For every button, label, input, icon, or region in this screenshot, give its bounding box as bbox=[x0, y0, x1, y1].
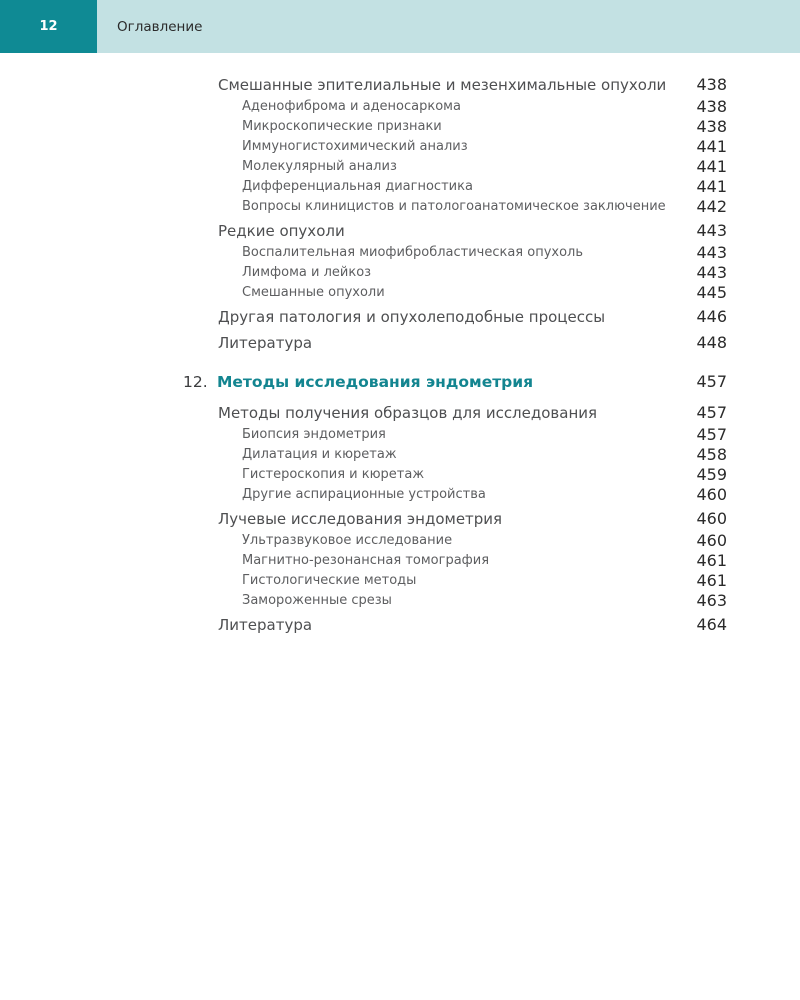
toc-entry-page: 443 bbox=[696, 243, 727, 262]
toc-subentry[interactable] bbox=[0, 465, 800, 485]
page-number: 12 bbox=[0, 0, 97, 53]
toc-entry-label: Дифференциальная диагностика bbox=[242, 179, 473, 194]
toc-subentry[interactable] bbox=[0, 531, 800, 551]
toc-subentry[interactable] bbox=[0, 243, 800, 263]
toc-entry[interactable] bbox=[0, 307, 800, 327]
toc-entry-page: 457 bbox=[696, 425, 727, 444]
toc-subentry[interactable] bbox=[0, 137, 800, 157]
toc-entry-label: Гистероскопия и кюретаж bbox=[242, 467, 425, 482]
toc-entry-label: Иммуногистохимический анализ bbox=[242, 139, 468, 154]
toc-entry-label: Другие аспирационные устройства bbox=[242, 487, 486, 502]
chapter-title: Методы исследования эндометрия bbox=[217, 373, 534, 391]
chapter-page: 457 bbox=[696, 372, 727, 391]
toc-subentry[interactable] bbox=[0, 425, 800, 445]
toc-entry-page: 460 bbox=[696, 485, 727, 504]
toc-entry-page: 438 bbox=[696, 117, 727, 136]
toc-entry-label: Биопсия эндометрия bbox=[242, 427, 386, 442]
toc-entry-page: 457 bbox=[696, 403, 727, 422]
toc-entry-label: Воспалительная миофибробластическая опухоль bbox=[242, 245, 584, 260]
toc-entry-label: Редкие опухоли bbox=[218, 222, 345, 240]
toc-entry-page: 442 bbox=[696, 197, 727, 216]
toc-entry-label: Микроскопические признаки bbox=[242, 119, 442, 134]
toc-subentry[interactable] bbox=[0, 591, 800, 611]
toc-subentry[interactable] bbox=[0, 263, 800, 283]
toc-subentry[interactable] bbox=[0, 157, 800, 177]
toc-entry-page: 443 bbox=[696, 221, 727, 240]
toc-entry-page: 438 bbox=[696, 75, 727, 94]
toc-entry-page: 448 bbox=[696, 333, 727, 352]
toc-subentry[interactable] bbox=[0, 551, 800, 571]
toc-entry-label: Смешанные опухоли bbox=[242, 285, 385, 300]
toc-entry-page: 441 bbox=[696, 157, 727, 176]
toc-entry-label: Лимфома и лейкоз bbox=[242, 265, 372, 280]
toc-entry-label: Смешанные эпителиальные и мезенхимальные опухоли bbox=[218, 76, 667, 94]
toc-subentry[interactable] bbox=[0, 177, 800, 197]
toc-entry-label: Гистологические методы bbox=[242, 573, 417, 588]
toc-subentry[interactable] bbox=[0, 571, 800, 591]
toc-entry-page: 463 bbox=[696, 591, 727, 610]
toc-entry[interactable] bbox=[0, 615, 800, 635]
toc-entry-page: 460 bbox=[696, 531, 727, 550]
toc-entry-label: Вопросы клиницистов и патологоанатомическое заключение bbox=[242, 199, 666, 214]
toc-entry-label: Молекулярный анализ bbox=[242, 159, 397, 174]
toc-entry-label: Аденофиброма и аденосаркома bbox=[242, 99, 461, 114]
toc-entry-label: Литература bbox=[218, 616, 313, 634]
toc-entry-label: Дилатация и кюретаж bbox=[242, 447, 397, 462]
toc-entry-label: Методы получения образцов для исследования bbox=[218, 404, 598, 422]
toc-subentry[interactable] bbox=[0, 197, 800, 217]
toc-entry-label: Магнитно-резонансная томография bbox=[242, 553, 490, 568]
toc-entry-page: 438 bbox=[696, 97, 727, 116]
toc-entry[interactable] bbox=[0, 333, 800, 353]
toc-entry-page: 464 bbox=[696, 615, 727, 634]
toc-entry-page: 441 bbox=[696, 177, 727, 196]
toc-entry-page: 460 bbox=[696, 509, 727, 528]
toc-entry-page: 459 bbox=[696, 465, 727, 484]
toc-entry[interactable] bbox=[0, 403, 800, 423]
toc-subentry[interactable] bbox=[0, 485, 800, 505]
toc-subentry[interactable] bbox=[0, 97, 800, 117]
toc-subentry[interactable] bbox=[0, 283, 800, 303]
page-header bbox=[0, 0, 800, 53]
toc-entry-label: Ультразвуковое исследование bbox=[242, 533, 453, 548]
toc-entry-page: 441 bbox=[696, 137, 727, 156]
toc-subentry[interactable] bbox=[0, 117, 800, 137]
toc-entry-label: Замороженные срезы bbox=[242, 593, 392, 608]
toc-entry-page: 445 bbox=[696, 283, 727, 302]
toc-entry-label: Лучевые исследования эндометрия bbox=[218, 510, 503, 528]
toc-entry-page: 461 bbox=[696, 551, 727, 570]
toc-entry[interactable] bbox=[0, 75, 800, 95]
toc-entry[interactable] bbox=[0, 221, 800, 241]
section-title: Оглавление bbox=[117, 18, 203, 35]
toc-entry-page: 446 bbox=[696, 307, 727, 326]
toc-entry-page: 443 bbox=[696, 263, 727, 282]
toc-entry-label: Литература bbox=[218, 334, 313, 352]
toc-entry-label: Другая патология и опухолеподобные процессы bbox=[218, 308, 606, 326]
chapter-heading[interactable] bbox=[0, 372, 800, 392]
toc-entry[interactable] bbox=[0, 509, 800, 529]
toc-entry-page: 461 bbox=[696, 571, 727, 590]
chapter-number: 12. bbox=[183, 373, 208, 391]
toc-subentry[interactable] bbox=[0, 445, 800, 465]
toc-entry-page: 458 bbox=[696, 445, 727, 464]
